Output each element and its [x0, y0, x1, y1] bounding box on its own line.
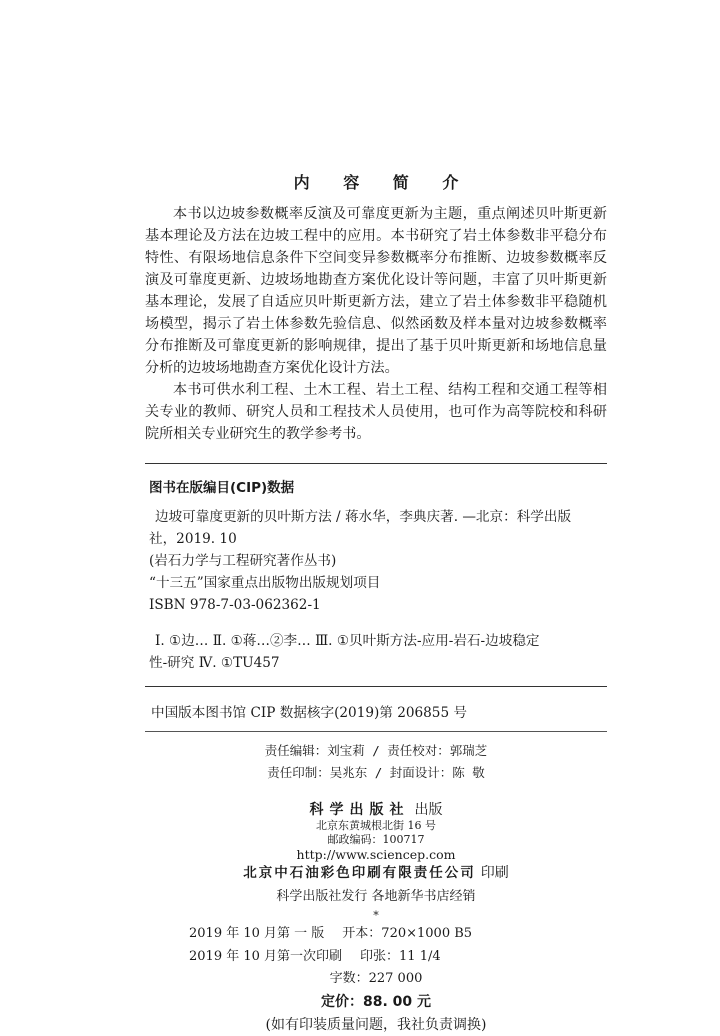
cip-isbn: ISBN 978-7-03-062362-1 [149, 597, 321, 613]
cip-series: (岩石力学与工程研究著作丛书) [149, 553, 337, 569]
printed-sheets: 印张：11 1/4 [360, 949, 441, 964]
separator-star: * [373, 909, 379, 922]
quality-note: (如有印装质量问题，我社负责调换) [265, 1017, 487, 1033]
cip-subjects [149, 630, 603, 674]
summary-title: 内 容 简 介 [293, 173, 473, 192]
printer-suffix: 印刷 [480, 865, 509, 881]
edition-line [145, 922, 607, 945]
publisher-name: 科学出版社 [309, 802, 410, 818]
distribution-line: 科学出版社发行 各地新华书店经销 [276, 889, 476, 904]
top-divider [145, 463, 607, 464]
price: 定价：88. 00 元 [320, 994, 432, 1010]
printing-line [145, 945, 607, 968]
cip-subjects-line-2: 性-研究 Ⅳ. ①TU457 [149, 655, 280, 671]
cip-bibliographic-line-cont: 社，2019. 10 [149, 531, 237, 547]
printer-name: 北京中石油彩色印刷有限责任公司 [243, 865, 476, 881]
credits-block [145, 740, 607, 784]
summary-paragraph-2: 本书可供水利工程、土木工程、岩土工程、结构工程和交通工程等相关专业的教师、研究人员和工程技术人员使用，也可作为高等院校和科研院所相关专业研究生的教学参考书。 [145, 382, 607, 442]
credits-editors: 责任编辑：刘宝莉 / 责任校对：郭瑞芝 [264, 743, 488, 758]
book-format: 开本：720×1000 B5 [342, 926, 473, 941]
publisher-address: 北京东黄城根北街 16 号 [316, 819, 436, 832]
publisher-postcode: 邮政编码：100717 [327, 833, 425, 846]
cip-record-number: 中国版本图书馆 CIP 数据核字(2019)第 206855 号 [151, 705, 468, 721]
cip-divider [145, 686, 607, 687]
cip-block [145, 506, 607, 674]
cip-bibliographic-line: 边坡可靠度更新的贝叶斯方法 / 蒋水华，李典庆著. —北京：科学出版 [155, 509, 572, 525]
publisher-block [145, 800, 607, 922]
edition-date: 2019 年 10 月第 一 版 [189, 926, 325, 941]
cip-heading: 图书在版编目(CIP)数据 [149, 480, 295, 496]
credits-divider [145, 731, 607, 732]
publisher-url: http://www.sciencep.com [296, 847, 456, 862]
printing-date: 2019 年 10 月第一次印刷 [189, 949, 343, 964]
summary-paragraph-1: 本书以边坡参数概率反演及可靠度更新为主题，重点阐述贝叶斯更新基本理论及方法在边坡工程中的应用。本书研究了岩土体参数非平稳分布特性、有限场地信息条件下空间变异参数概率分布推断、边坡参数概率反演及可靠度更新、边坡场地勘查方案优化设计等问题，丰富了贝叶斯更新基本理论，发展了自适应贝叶斯更新方法，建立了岩土体参数非平稳随机场模型，揭示了岩土体参数先验信息、似然函数及样本量对边坡参数概率分布推断及可靠度更新的影响规律，提出了基于贝叶斯更新和场地信息量分析的边坡场地勘查方案优化设计方法。 [145, 206, 607, 376]
credits-production: 责任印制：吴兆东 / 封面设计：陈 敬 [267, 765, 485, 780]
word-count: 字数：227 000 [329, 971, 423, 986]
cip-project: “十三五”国家重点出版物出版规划项目 [149, 575, 381, 591]
copyright-page [145, 170, 607, 1036]
cip-subjects-line-1: Ⅰ. ①边… Ⅱ. ①蒋…②李… Ⅲ. ①贝叶斯方法-应用-岩石-边坡稳定 [155, 633, 540, 649]
publisher-suffix: 出版 [414, 802, 443, 818]
